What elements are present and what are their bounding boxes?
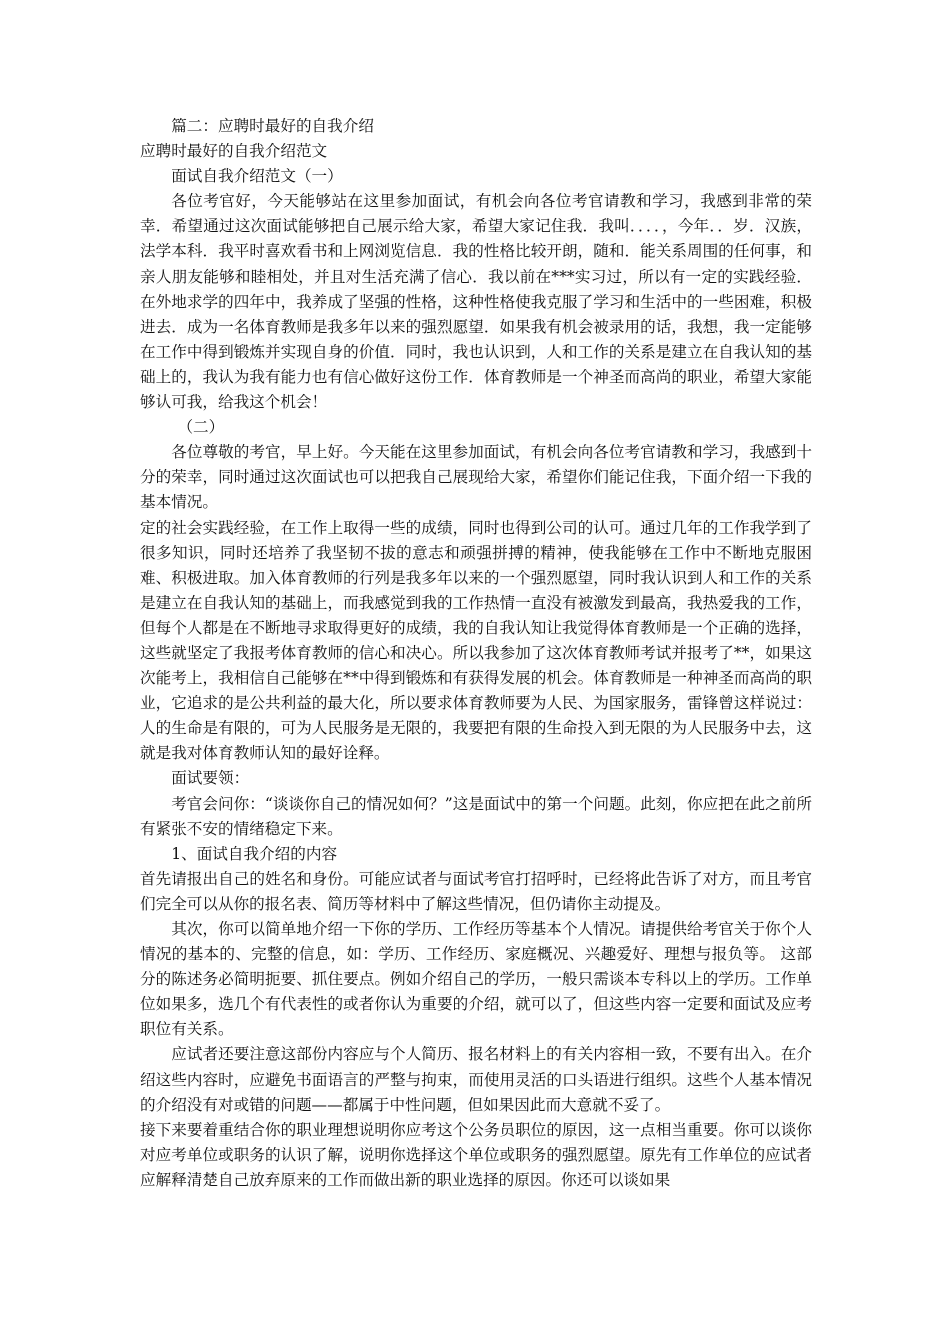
document-heading: 篇二：应聘时最好的自我介绍 xyxy=(171,117,374,135)
section1-paragraph-4: 接下来要着重结合你的职业理想说明你应考这个公务员职位的原因，这一点相当重要。你可以谈你对应考单位或职务的认识了解，说明你选择这个单位或职务的强烈愿望。原先有工作单位的应试者应解释清楚自己放弃原来的工作而做出新的职业选择的原因。你还可以谈如果 xyxy=(140,1120,812,1189)
section1-title: 1、面试自我介绍的内容 xyxy=(171,844,338,863)
section1-paragraph-2: 其次，你可以简单地介绍一下你的学历、工作经历等基本个人情况。请提供给考官关于你个人情况的基本的、完整的信息，如：学历、工作经历、家庭概况、兴趣爱好、理想与报负等。 这部分的陈述务必简明扼要、抓住要点。例如介绍自己的学历，一般只需谈本专科以上的学历。工作单位如果多，选几个有代表性的或者你认为重要的介绍，就可以了，但这些内容一定要和面试及应考职位有关系。 xyxy=(140,920,812,1039)
document-subheading: 应聘时最好的自我介绍范文 xyxy=(140,142,328,161)
section1-paragraph-3: 应试者还要注意这部份内容应与个人简历、报名材料上的有关内容相一致，不要有出入。在介绍这些内容时，应避免书面语言的严整与拘束，而使用灵活的口头语进行组织。这些个人基本情况的介绍没有对或错的问题——都属于中性问题，但如果因此而大意就不妥了。 xyxy=(140,1045,812,1114)
section1-paragraph-1: 首先请报出自己的姓名和身份。可能应试者与面试考官打招呼时，已经将此告诉了对方，而且考官们完全可以从你的报名表、简历等材料中了解这些情况，但仍请你主动提及。 xyxy=(140,869,812,913)
tips-intro: 考官会问你：“谈谈你自己的情况如何？”这是面试中的第一个问题。此刻，你应把在此之前所有紧张不安的情绪稳定下来。 xyxy=(140,794,812,838)
sample1-title: 面试自我介绍范文（一） xyxy=(171,167,343,186)
sample2-intro: 各位尊敬的考官，早上好。今天能在这里参加面试，有机会向各位考官请教和学习，我感到十分的荣幸，同时通过这次面试也可以把我自己展现给大家，希望你们能记住我，下面介绍一下我的基本情况。 xyxy=(140,443,812,512)
tips-title: 面试要领： xyxy=(171,769,250,788)
sample2-title: （二） xyxy=(177,418,225,437)
document-body xyxy=(140,114,812,1193)
sample2-body: 定的社会实践经验，在工作上取得一些的成绩，同时也得到公司的认可。通过几年的工作我学到了很多知识，同时还培养了我坚韧不拔的意志和顽强拼搏的精神，使我能够在工作中不断地克服困难、积极进取。加入体育教师的行列是我多年以来的一个强烈愿望，同时我认识到人和工作的关系是建立在自我认知的基础上，而我感觉到我的工作热情一直没有被激发到最高，我热爱我的工作，但每个人都是在不断地寻求取得更好的成绩，我的自我认知让我觉得体育教师是一个正确的选择，这些就坚定了我报考体育教师的信心和决心。所以我参加了这次体育教师考试并报考了**，如果这次能考上，我相信自己能够在**中得到锻炼和有获得发展的机会。体育教师是一种神圣而高尚的职业，它追求的是公共利益的最大化，所以要求体育教师要为人民、为国家服务，雷锋曾这样说过：人的生命是有限的，可为人民服务是无限的，我要把有限的生命投入到无限的为人民服务中去，这就是我对体育教师认知的最好诠释。 xyxy=(140,518,812,763)
sample1-body: 各位考官好，今天能够站在这里参加面试，有机会向各位考官请教和学习，我感到非常的荣幸．希望通过这次面试能够把自己展示给大家，希望大家记住我．我叫．．．．，今年．．岁．汉族，法学本科．我平时喜欢看书和上网浏览信息．我的性格比较开朗，随和．能关系周围的任何事，和亲人朋友能够和睦相处，并且对生活充满了信心．我以前在***实习过，所以有一定的实践经验．在外地求学的四年中，我养成了坚强的性格，这种性格使我克服了学习和生活中的一些困难，积极进去．成为一名体育教师是我多年以来的强烈愿望．如果我有机会被录用的话，我想，我一定能够在工作中得到锻炼并实现自身的价值．同时，我也认识到，人和工作的关系是建立在自我认知的基础上的，我认为我有能力也有信心做好这份工作．体育教师是一个神圣而高尚的职业，希望大家能够认可我，给我这个机会！ xyxy=(140,192,812,412)
